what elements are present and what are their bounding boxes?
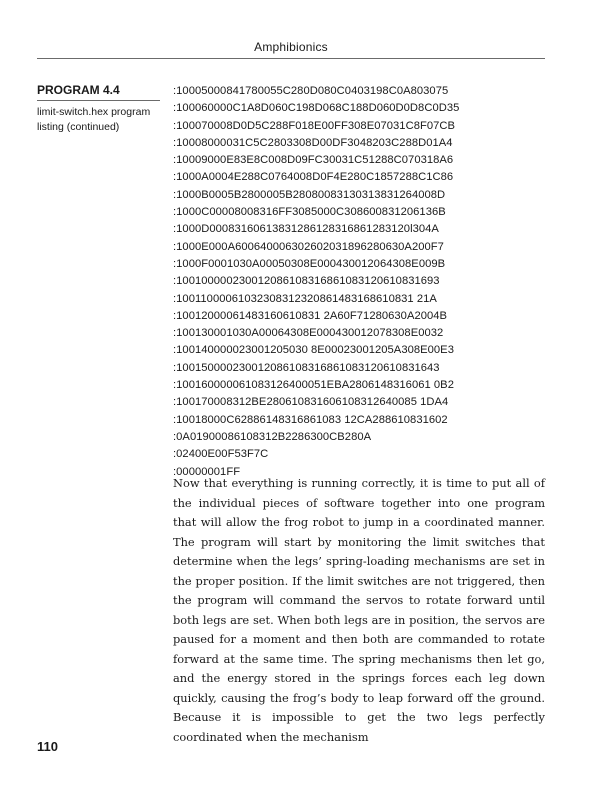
code-line: :0A01900086108312B2286300CB280A [173,430,372,443]
code-line: :10012000061483160610831 2A60F71280630A2004B [173,309,448,322]
program-caption-text: limit-switch.hex program listing (continued) [37,106,151,133]
program-caption-label: PROGRAM 4.4 [37,83,120,97]
code-line: :100140000023001205030 8E00023001205A308E00E3 [173,344,454,357]
header-rule [37,58,545,59]
code-line: :1000D00083160613831286128316861283120l304A [173,223,439,236]
code-line: :100130001030A00064308E000430012078308E0032 [173,327,444,340]
code-line: :10009000E83E8C008D09FC30031C51288C070318A6 [173,154,454,167]
running-head: Amphibionics [254,40,328,54]
code-line: :1000F0001030A00050308E000430012064308E009B [173,257,446,270]
code-line: :10008000031C5C2803308D00DF3048203C288D01A4 [173,136,453,149]
code-line: :1000E000A600640006302602031896280630A200F7 [173,240,444,253]
caption-rule [37,100,160,101]
code-listing [173,83,459,481]
code-line: :1000C00008008316FF3085000C308600831206136B [173,206,446,219]
body-paragraph: Now that everything is running correctly, it is time to put all of the individual pieces of software together into one program that will allow the frog robot to jump in a coordinated manner. The program will start by monitoring the limit switches that determine when the legs’ spring-loading mechanisms are set in the proper position. If the limit switches are not triggered, then the program will command the servos to rotate forward until both legs are set. When both legs are in position, the servos are paused for a moment and then both are commanded to rotate forward at the same time. The spring mechanisms then let go, and the energy stored in the springs forces each leg down quickly, causing the frog’s body to leap forward off the ground. Because it is impossible to get the two legs perfectly coordinated when the mechanism [173,476,545,744]
code-line: :100150000230012086108316861083120610831643 [173,361,440,374]
code-line: :100100000230012086108316861083120610831693 [173,275,440,288]
code-line: :1000B0005B2800005B28080083130313831264008D [173,188,446,201]
code-line: :1000A0004E288C0764008D0F4E280C1857288C1C86 [173,171,454,184]
code-line: :100170008312BE280610831606108312640085 1DA4 [173,396,449,409]
page-number: 110 [37,739,58,754]
code-line: :00000001FF [173,465,241,478]
code-line: :100160000061083126400051EBA2806148316061 0B2 [173,379,454,392]
code-line: :02400E00F53F7C [173,448,269,461]
code-line: :10018000C62886148316861083 12CA288610831602 [173,413,448,426]
code-line: :10005000841780055C280D080C0403198C0A803075 [173,85,449,97]
code-line: :100060000C1A8D060C198D068C188D060D0D8C0D35 [173,102,460,115]
code-line: :100070008D0D5C288F018E00FF308E07031C8F07CB [173,119,456,132]
code-line: :10011000061032308312320861483168610831 21A [173,292,437,305]
